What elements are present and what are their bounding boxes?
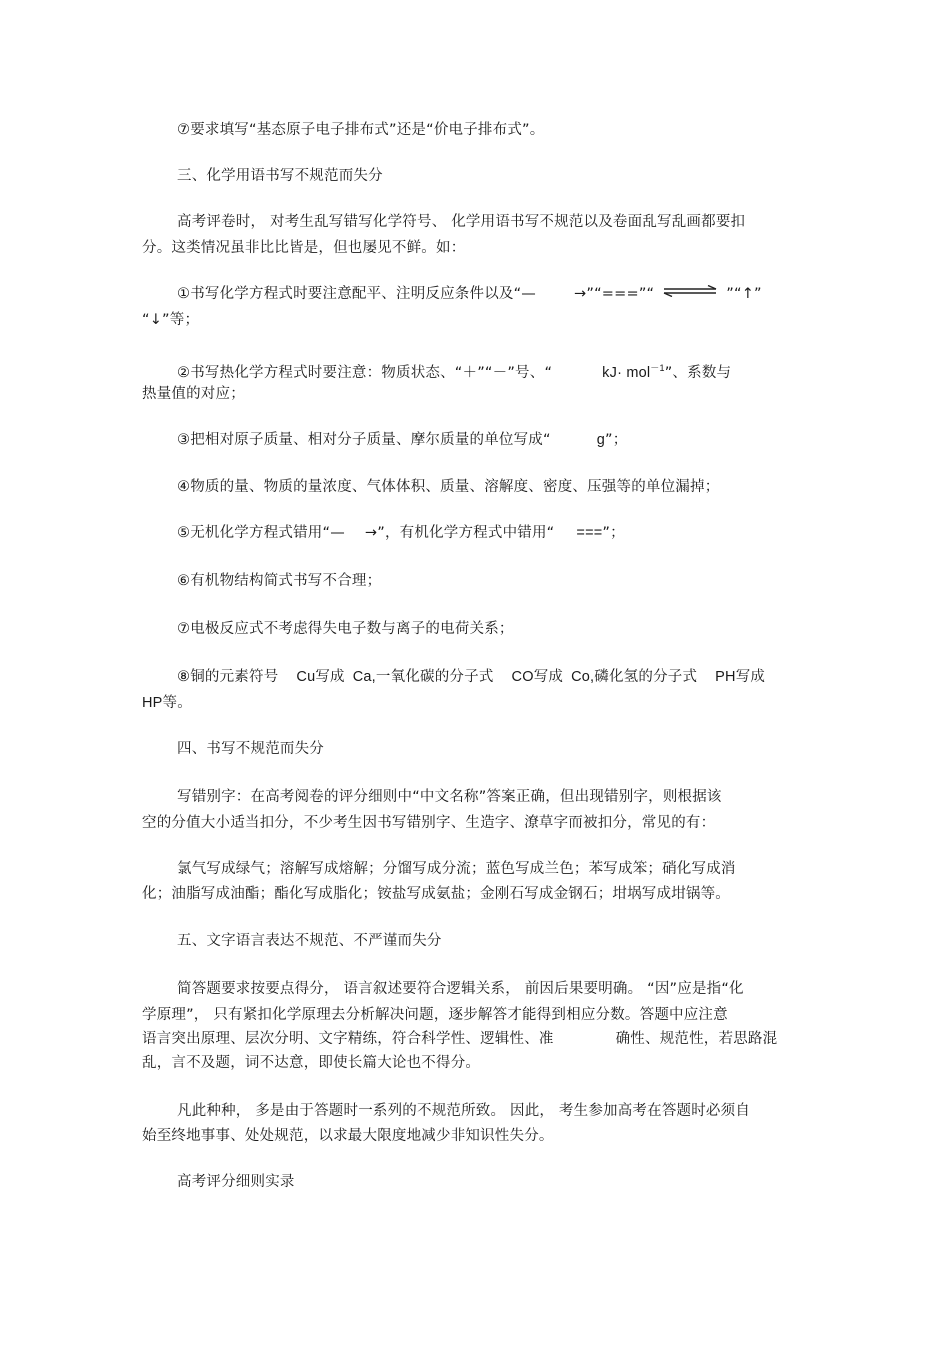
paragraph-line xyxy=(177,358,731,383)
text-segment: ”、系数与 xyxy=(664,365,732,381)
text-segment: 等。 xyxy=(162,695,192,711)
text-segment: 磷化氢的分子式 xyxy=(594,669,698,685)
paragraph-line xyxy=(142,693,192,713)
text-segment: →”“===”“ xyxy=(574,286,655,302)
unit-text: g xyxy=(596,432,605,448)
paragraph-line xyxy=(177,430,627,450)
paragraph-line: 化；油脂写成油酯；酯化写成脂化；铵盐写成氨盐；金刚石写成金钢石；坩埚写成坩锅等。 xyxy=(142,886,730,902)
text-segment: ⑤无机化学方程式错用“— xyxy=(177,525,345,541)
chem-symbol: CO xyxy=(511,669,534,685)
text-segment: ③把相对原子质量、相对分子质量、摩尔质量的单位写成“ xyxy=(177,432,551,448)
text-segment: ”； xyxy=(604,432,628,448)
paragraph-line xyxy=(177,284,762,304)
text-segment: 写成 xyxy=(735,669,766,685)
chem-symbol: PH xyxy=(715,669,736,685)
text-segment: ”； xyxy=(602,525,625,541)
section-heading-5: 五、文字语言表达不规范、不严谨而失分 xyxy=(177,933,442,949)
paragraph-line xyxy=(177,667,765,687)
text-segment: 写成 xyxy=(315,669,345,685)
text-segment: 确性、规范性，若思路混 xyxy=(615,1031,778,1047)
paragraph-line: 凡此种种， 多是由于答题时一系列的不规范所致。 因此， 考生参加高考在答题时必须自 xyxy=(177,1103,751,1119)
text-segment: 语言突出原理、层次分明、文字精练，符合科学性、逻辑性、准 xyxy=(142,1031,554,1047)
paragraph-line: 简答题要求按要点得分， 语言叙述要符合逻辑关系， 前因后果要明确。 “因”应是指“化 xyxy=(177,981,744,997)
chem-symbol: HP xyxy=(142,695,163,711)
text-segment: 写成 xyxy=(533,669,564,685)
paragraph-line: 写错别字：在高考阅卷的评分细则中“中文名称”答案正确，但出现错别字，则根据该 xyxy=(177,789,722,805)
text-segment: →”，有机化学方程式中错用“ xyxy=(364,525,555,541)
text-segment: ②书写热化学方程式时要注意：物质状态、“＋”“－”号、“ xyxy=(177,365,553,381)
text-segment: 一氧化碳的分子式 xyxy=(375,669,494,685)
paragraph-line: ⑦电极反应式不考虑得失电子数与离子的电荷关系； xyxy=(177,621,514,637)
chem-symbol: Cu xyxy=(296,669,316,685)
superscript: －1 xyxy=(650,363,665,373)
paragraph-line: 氯气写成绿气；溶解写成熔解；分馏写成分流；蓝色写成兰色；苯写成笨；硝化写成消 xyxy=(177,861,736,877)
paragraph-line: 高考评卷时， 对考生乱写错写化学符号、 化学用语书写不规范以及卷面乱写乱画都要扣 xyxy=(177,214,746,230)
paragraph-line: 分。这类情况虽非比比皆是，但也屡见不鲜。如： xyxy=(142,240,466,256)
paragraph-line: ⑦要求填写“基态原子电子排布式”还是“价电子排布式”。 xyxy=(177,122,545,138)
paragraph-line: “↓”等； xyxy=(142,312,200,328)
paragraph-line: 空的分值大小适当扣分，不少考生因书写错别字、生造字、潦草字而被扣分，常见的有： xyxy=(142,815,716,831)
paragraph-line: 热量值的对应； xyxy=(142,386,245,402)
unit-text: kJ· mol xyxy=(602,365,651,381)
text-segment: ①书写化学方程式时要注意配平、注明反应条件以及“— xyxy=(177,286,537,302)
paragraph-line: 学原理”， 只有紧扣化学原理去分析解决问题，逐步解答才能得到相应分数。答题中应注意 xyxy=(142,1007,728,1023)
paragraph-line: 乱，言不及题，词不达意，即使长篇大论也不得分。 xyxy=(142,1055,481,1071)
paragraph-line xyxy=(142,1029,777,1049)
text-segment: ”“↑” xyxy=(726,286,762,302)
section-heading-4: 四、书写不规范而失分 xyxy=(177,741,324,757)
chem-symbol: Ca, xyxy=(352,669,376,685)
paragraph-line: 始至终地事事、处处规范，以求最大限度地减少非知识性失分。 xyxy=(142,1128,554,1144)
section-heading-3: 三、化学用语书写不规范而失分 xyxy=(177,168,383,184)
text-segment: ⑧铜的元素符号 xyxy=(177,669,279,685)
reversible-arrow-icon xyxy=(662,285,718,297)
paragraph-line: ④物质的量、物质的量浓度、气体体积、质量、溶解度、密度、压强等的单位漏掉； xyxy=(177,479,720,495)
equals-sign-text: === xyxy=(576,525,603,541)
chem-symbol: Co, xyxy=(571,669,595,685)
paragraph-line xyxy=(177,523,625,543)
paragraph-line: ⑥有机物结构简式书写不合理； xyxy=(177,573,382,589)
section-heading: 高考评分细则实录 xyxy=(177,1174,295,1190)
